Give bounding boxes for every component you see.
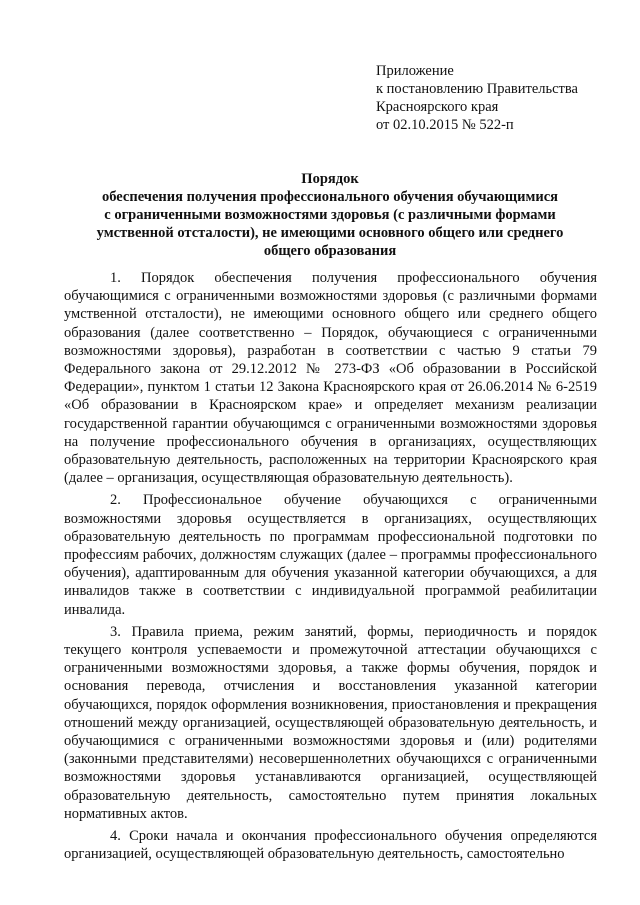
title-line-3: с ограниченными возможностями здоровья (с различными формами bbox=[104, 207, 556, 223]
annex-line-1: Приложение bbox=[376, 63, 454, 79]
annex-line-4: от 02.10.2015 № 522-п bbox=[376, 117, 514, 133]
document-body bbox=[64, 269, 597, 868]
paragraph-4: 4. Сроки начала и окончания профессионального обучения определяются организацией, осуществляющей образовательную деятельность, самостоятельно bbox=[64, 828, 597, 863]
paragraph-3: 3. Правила приема, режим занятий, формы, периодичность и порядок текущего контроля успеваемости и промежуточной аттестации обучающихся с ограниченными возможностями здоровья, а также формы обучения, порядок и основания перевода, отчисления и восстановления указанной категории обучающихся, порядок оформления возникновения, приостановления и прекращения отношений между организацией, осуществляющей образовательную деятельность, и обучающимися с ограниченными возможностями здоровья и (или) родителями (законными представителями) несовершеннолетних обучающихся с ограниченными возможностями здоровья устанавливаются организацией, осуществляющей образовательную деятельность, самостоятельно путем принятия локальных нормативных актов. bbox=[64, 623, 597, 822]
title-line-4: умственной отсталости), не имеющими основного общего или среднего bbox=[96, 225, 564, 241]
paragraph-2: 2. Профессиональное обучение обучающихся с ограниченными возможностями здоровья осуществляется в организациях, осуществляющих образовательную деятельность по программам профессиональной подготовки по профессиям рабочих, должностям служащих (далее – программы профессионального обучения), адаптированным для обучения указанной категории обучающихся, а для инвалидов также в соответствии с индивидуальной программой реабилитации инвалида. bbox=[64, 492, 597, 618]
title-line-1: Порядок bbox=[301, 171, 359, 187]
title-line-5: общего образования bbox=[263, 243, 397, 259]
title-line-2: обеспечения получения профессионального обучения обучающимися bbox=[102, 189, 558, 205]
paragraph-1: 1. Порядок обеспечения получения профессионального обучения обучающимися с ограниченными возможностями здоровья (с различными формами умственной отсталости), не имеющими основного общего или среднего общего образования (далее соответственно – Порядок, обучающиеся с ограниченными возможностями здоровья), разработан в соответствии с частью 9 статьи 79 Федерального закона от 29.12.2012 № 273-ФЗ «Об образовании в Российской Федерации», пунктом 1 статьи 12 Закона Красноярского края от 26.06.2014 № 6-2519 «Об образовании в Красноярском крае» и определяет механизм реализации государственной гарантии обучающимся с ограниченными возможностями здоровья на получение профессионального обучения в организациях, осуществляющих образовательную деятельность, расположенных на территории Красноярского края (далее – организация, осуществляющая образовательную деятельность). bbox=[64, 270, 597, 487]
document-title bbox=[60, 170, 600, 260]
annex-line-2: к постановлению Правительства bbox=[376, 81, 578, 97]
annex-header bbox=[376, 62, 578, 134]
annex-line-3: Красноярского края bbox=[376, 99, 499, 115]
